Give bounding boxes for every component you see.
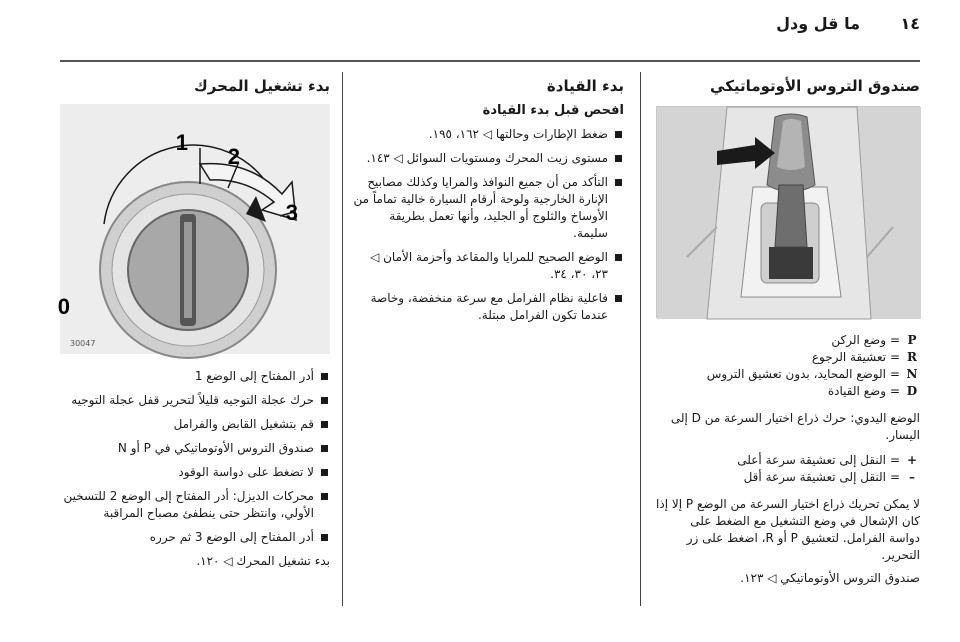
legend-text: وضع القيادة — [827, 384, 886, 398]
ignition-switch-illustration — [57, 104, 330, 354]
column-divider-left — [342, 72, 343, 606]
legend-row-minus — [656, 469, 920, 486]
legend-key: P — [907, 333, 917, 347]
gear-selector-illustration — [656, 106, 920, 318]
list-item: صندوق التروس الأوتوماتيكي في P أو N — [60, 440, 330, 457]
pre-drive-checklist — [352, 126, 624, 324]
legend-equals: = — [889, 384, 901, 398]
figure-code: 30047 — [70, 339, 96, 348]
shift-legend — [656, 452, 920, 486]
position-label-3: 3 — [285, 200, 298, 225]
list-item: لا تضغط على دواسة الوقود — [60, 464, 330, 481]
transmission-reference: صندوق التروس الأوتوماتيكي ◁ ١٢٣. — [740, 571, 920, 585]
legend-equals: = — [889, 367, 901, 381]
engine-start-section — [57, 76, 330, 570]
gear-legend — [656, 332, 920, 400]
legend-text: وضع الركن — [831, 333, 886, 347]
page-header — [60, 14, 920, 36]
section-heading: بدء القيادة — [546, 77, 624, 95]
column-divider-right — [640, 72, 641, 606]
list-item: فاعلية نظام الفرامل مع سرعة منخفضة، وخاصة عندما تكون الفرامل مبتلة. — [352, 290, 624, 324]
section-heading: بدء تشغيل المحرك — [193, 77, 330, 95]
list-item: أدر المفتاح إلى الوضع 1 — [60, 368, 330, 385]
legend-key: N — [906, 367, 918, 381]
legend-equals: = — [889, 350, 901, 364]
plus-icon: + — [906, 453, 918, 467]
list-item: الوضع الصحيح للمرايا والمقاعد وأحزمة الأمان ◁ ٢٣، ٣٠، ٣٤. — [352, 249, 624, 283]
header-rule — [60, 60, 920, 62]
list-item: حرك عجلة التوجيه قليلاً لتحرير قفل عجلة التوجيه — [60, 392, 330, 409]
list-item: ضغط الإطارات وحالتها ◁ ١٦٢، ١٩٥. — [352, 126, 624, 143]
legend-row-d — [656, 383, 920, 400]
list-item: مستوى زيت المحرك ومستويات السوائل ◁ ١٤٣. — [352, 150, 624, 167]
ignition-switch-drawing — [57, 104, 330, 354]
minus-icon: – — [909, 470, 915, 484]
engine-start-reference: بدء تشغيل المحرك ◁ ١٢٠. — [196, 554, 330, 568]
legend-text: الوضع المحايد، بدون تعشيق التروس — [706, 367, 886, 381]
list-item: محركات الديزل: أدر المفتاح إلى الوضع 2 للتسخين الأولي، وانتظر حتى ينطفئ مصباح المراقبة — [60, 488, 330, 522]
legend-key: D — [906, 384, 918, 398]
page-number: ١٤ — [900, 14, 920, 33]
gear-selector-drawing — [657, 107, 921, 319]
legend-text: تعشيقة الرجوع — [811, 350, 886, 364]
position-label-0: 0 — [57, 294, 70, 319]
legend-row-n — [656, 366, 920, 383]
legend-equals: = — [889, 470, 901, 484]
position-label-1: 1 — [175, 130, 188, 155]
manual-mode-text: الوضع اليدوي: حرك ذراع اختيار السرعة من D إلى اليسار. — [670, 411, 920, 442]
legend-row-r — [656, 349, 920, 366]
page-title: ما قل ودل — [776, 14, 860, 33]
list-item: التأكد من أن جميع النوافذ والمرايا وكذلك مصابيح الإنارة الخارجية ولوحة أرقام السيارة خالية تماماً من الأوساخ والثلوج أو الجليد، وأنها تعمل بطريقة سليمة. — [352, 174, 624, 242]
legend-text: النقل إلى تعشيقة سرعة أقل — [743, 470, 886, 484]
legend-key: R — [907, 350, 917, 364]
legend-row-p — [656, 332, 920, 349]
legend-equals: = — [889, 453, 901, 467]
position-label-2: 2 — [227, 144, 240, 169]
section-heading: صندوق التروس الأوتوماتيكي — [710, 77, 920, 95]
legend-text: النقل إلى تعشيقة سرعة أعلى — [737, 453, 886, 467]
legend-equals: = — [889, 333, 901, 347]
section-subheading: افحص قبل بدء القيادة — [482, 103, 624, 118]
legend-row-plus — [656, 452, 920, 469]
selector-warning-text: لا يمكن تحريك ذراع اختيار السرعة من الوضع P إلا إذا كان الإشعال في وضع التشغيل مع الضغط على دواسة الفرامل. لتعشيق P أو R، اضغط على زر التحرير. — [656, 497, 920, 562]
starting-off-section — [352, 76, 624, 331]
engine-start-steps — [60, 368, 330, 546]
automatic-transmission-section — [656, 76, 920, 587]
list-item: أدر المفتاح إلى الوضع 3 ثم حرره — [60, 529, 330, 546]
list-item: قم بتشغيل القابض والفرامل — [60, 416, 330, 433]
